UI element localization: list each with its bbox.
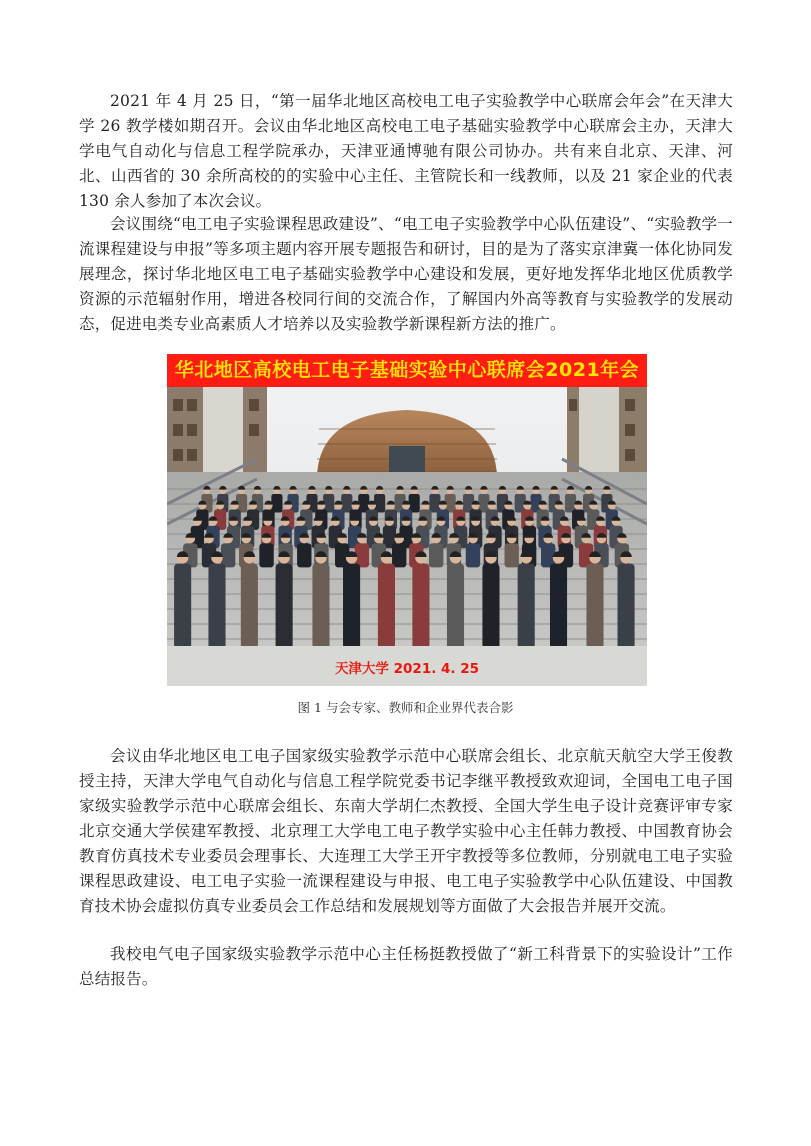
paragraph-intro: 2021 年 4 月 25 日，“第一届华北地区高校电工电子实验教学中心联席会年会”在天津大学 26 教学楼如期召开。会议由华北地区高校电工电子基础实验教学中心联席会主办，天津大学电气自动化与信息工程学院承办，天津亚通博驰有限公司协办。共有来自北京、天津、河北、山西省的 30 余所高校的的实验中心主任、主管院长和一线教师，以及 21 家企业的代表 130 余人参加了本次会议。 xyxy=(79,92,733,210)
photo-watermark: 天津大学 2021. 4. 25 xyxy=(334,661,480,677)
group-photo-illustration xyxy=(167,354,647,686)
paragraph-reports: 会议由华北地区电工电子国家级实验教学示范中心联席会组长、北京航天航空大学王俊教授主持，天津大学电气自动化与信息工程学院党委书记李继平教授致欢迎词，全国电工电子国家级实验教学示范中心联席会组长、东南大学胡仁杰教授、全国大学生电子设计竞赛评审专家北京交通大学侯建军教授、北京理工大学电工电子教学实验中心主任韩力教授、中国教育协会教育仿真技术专业委员会理事长、大连理工大学王开宇教授等多位教师，分别就电工电子实验课程思政建设、电工电子实验一流课程建设与申报、电工电子实验教学中心队伍建设、中国教育技术协会虚拟仿真专业委员会工作总结和发展规划等方面做了大会报告并展开交流。 xyxy=(79,747,733,915)
paragraph-summary: 我校电气电子国家级实验教学示范中心主任杨挺教授做了“新工科背景下的实验设计”工作总结报告。 xyxy=(79,945,733,988)
photo-banner: 华北地区高校电工电子基础实验中心联席会2021年会 xyxy=(167,354,647,387)
paragraph-topics: 会议围绕“电工电子实验课程思政建设”、“电工电子实验教学中心队伍建设”、“实验教学一流课程建设与申报”等多项主题内容开展专题报告和研讨，目的是为了落实京津冀一体化协同发展理念，探讨华北地区电工电子基础实验教学中心建设和发展，更好地发挥华北地区优质教学资源的示范辐射作用，增进各校同行间的交流合作，了解国内外高等教育与实验教学的发展动态，促进电类专业高素质人才培养以及实验教学新课程新方法的推广。 xyxy=(79,215,733,333)
figure-caption: 图 1 与会专家、教师和企业界代表合影 xyxy=(297,700,514,715)
group-photo xyxy=(167,354,647,686)
